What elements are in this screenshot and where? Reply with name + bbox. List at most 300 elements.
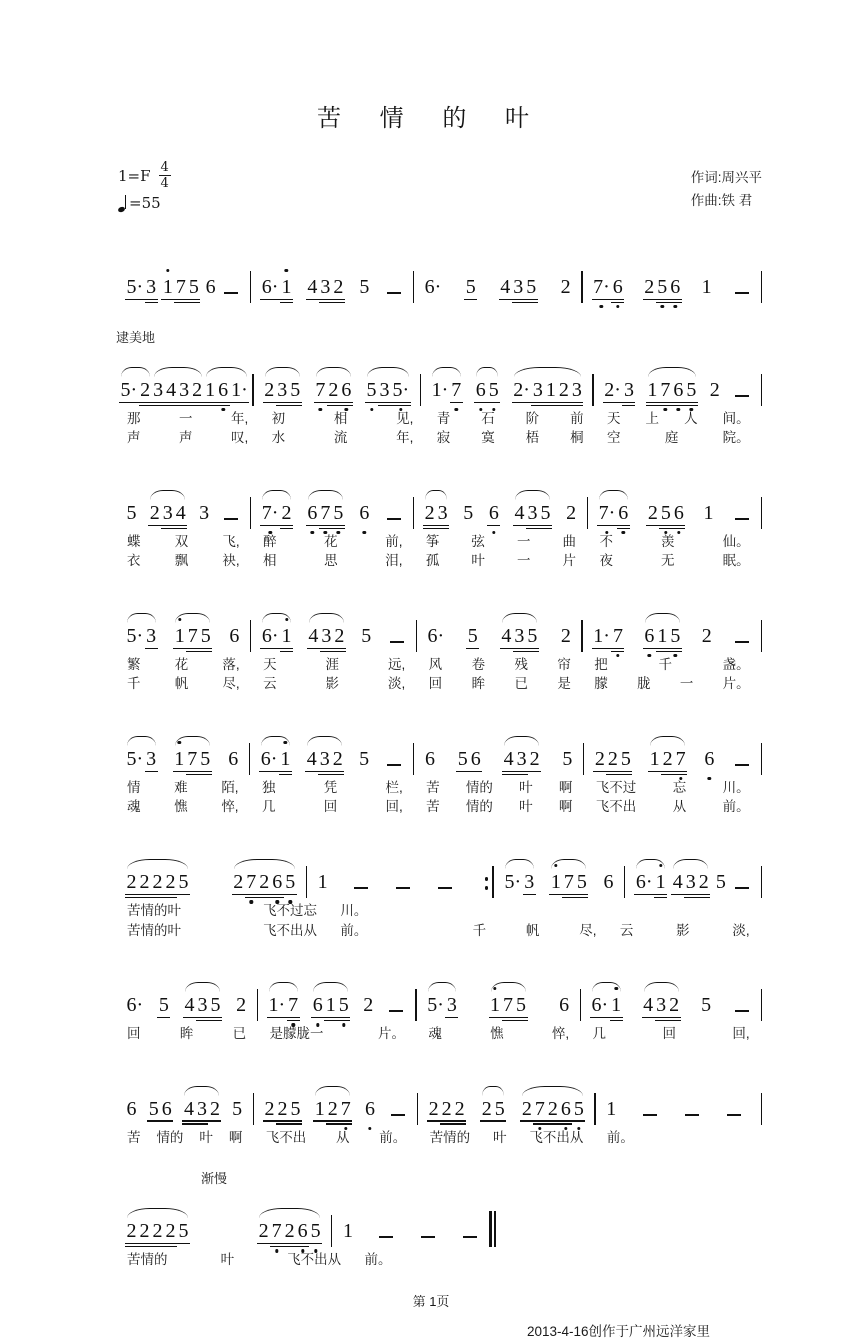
note — [570, 380, 583, 407]
note — [661, 749, 674, 776]
note-group — [643, 277, 682, 304]
note — [593, 749, 606, 776]
note-digit: 6 — [297, 1220, 308, 1243]
note — [332, 503, 345, 530]
note-group — [646, 503, 685, 530]
note-group — [462, 503, 475, 530]
note — [119, 380, 139, 407]
lyric-syllable: 飞不出 — [265, 1129, 307, 1145]
note-digit: 1 — [281, 275, 292, 298]
note-group — [732, 641, 752, 653]
note — [260, 503, 280, 530]
note — [196, 995, 209, 1022]
lyric-syllable: 陌, — [221, 779, 239, 795]
lyric-syllable: 把 — [594, 656, 608, 672]
note-digit: 5 — [366, 378, 377, 401]
note — [669, 277, 682, 304]
octave-dot-high — [178, 618, 181, 621]
measure — [258, 988, 415, 1022]
measure — [418, 1092, 594, 1126]
note — [526, 503, 539, 530]
note — [531, 380, 544, 407]
lyric-syllable: 叶 — [471, 553, 485, 569]
note — [426, 995, 446, 1022]
lyric-row — [116, 430, 762, 446]
lyric-syllable: 上 — [645, 410, 660, 426]
note-group — [732, 395, 752, 407]
lyric-syllable: 眸 — [471, 676, 486, 692]
lyric-row — [116, 1026, 762, 1042]
note-group — [643, 626, 682, 653]
octave-dot-high — [178, 741, 181, 744]
lyric-syllable: 是 — [557, 676, 571, 692]
note-group — [732, 518, 752, 530]
note-digit: 5 — [701, 994, 712, 1017]
note-digit: 5 — [516, 994, 526, 1017]
note — [378, 380, 391, 407]
note-digit: 2 — [481, 1097, 492, 1120]
note-group — [386, 1010, 406, 1022]
measure — [116, 496, 250, 530]
note — [602, 872, 615, 899]
note-digit: 5 — [232, 1097, 243, 1120]
note-digit: 3 — [532, 378, 543, 401]
note — [502, 749, 515, 776]
key-signature — [118, 161, 171, 190]
lyric-syllable: 苦情的 — [127, 1252, 168, 1268]
note-digit: 7 — [451, 378, 462, 401]
note-digit: 5· — [126, 275, 144, 298]
note-group — [125, 749, 158, 776]
note-group — [634, 872, 667, 899]
lyric-syllable: 回, — [732, 1026, 750, 1042]
note-digit: 3 — [197, 994, 208, 1017]
lyric-syllable: 叹, — [230, 430, 249, 446]
note-digit: 2 — [192, 378, 203, 401]
note-digit: 5 — [338, 994, 349, 1017]
note-digit: 4 — [643, 994, 654, 1017]
note — [500, 626, 513, 653]
note-group — [221, 292, 241, 304]
note-digit: 2 — [259, 871, 270, 893]
measure — [250, 742, 413, 776]
lyric-syllable: 眠。 — [722, 553, 750, 569]
note — [204, 380, 217, 407]
note — [365, 380, 378, 407]
note-group — [466, 626, 479, 653]
note — [513, 626, 526, 653]
note-digit: 2 — [594, 747, 605, 770]
note-group — [423, 503, 449, 530]
note-digit: 1 — [649, 747, 660, 770]
note — [151, 872, 164, 899]
note — [259, 749, 279, 776]
lyric-row — [116, 1130, 762, 1146]
lyric-syllable: 孤 — [425, 553, 440, 569]
lyric-syllable: 苦 — [426, 779, 440, 795]
lyric-syllable: 前。 — [722, 799, 750, 815]
note-group — [487, 503, 500, 530]
note-digit: 6 — [475, 378, 486, 401]
note — [289, 380, 302, 407]
note-group — [125, 995, 145, 1022]
note-digit: 2 — [607, 747, 618, 770]
note — [436, 503, 449, 530]
lyric-measure — [116, 903, 328, 919]
note-group — [221, 518, 241, 530]
note-digit: 1 — [703, 501, 714, 524]
note — [445, 995, 458, 1022]
note-digit: 6 — [603, 871, 614, 893]
lyric-syllable: 寞 — [481, 430, 495, 446]
note — [456, 749, 469, 776]
note-digit: 1· — [231, 378, 248, 401]
lyric-syllable: 前。 — [364, 1252, 392, 1268]
lyric-syllable: 叶 — [493, 1129, 507, 1145]
lyric-measure — [596, 411, 761, 427]
lyric-syllable: 回, — [385, 799, 403, 815]
lyric-spacer — [761, 1026, 762, 1042]
note-digit: 2 — [165, 1220, 176, 1243]
note-digit: 2 — [334, 624, 345, 647]
lyric-syllable: 落, — [222, 656, 240, 672]
note — [592, 626, 612, 653]
dash-note — [387, 292, 401, 294]
lyric-syllable: 胧 — [637, 676, 651, 692]
barline — [761, 271, 762, 303]
lyric-syllable: 情的 — [156, 1129, 184, 1145]
dash-note — [735, 641, 749, 643]
lyric-syllable: 魂 — [127, 799, 141, 815]
lyric-syllable: 淡, — [732, 922, 750, 938]
measure — [625, 865, 760, 899]
lyric-measure — [415, 799, 583, 815]
note-digit: 7· — [261, 501, 279, 524]
note-digit: 4 — [183, 1097, 194, 1120]
note — [549, 872, 562, 899]
note-group — [703, 749, 716, 776]
dash-note — [735, 887, 749, 889]
note — [320, 626, 333, 653]
lyric-syllable: 年, — [396, 430, 414, 446]
note — [685, 380, 698, 407]
note-group — [235, 995, 248, 1022]
note — [684, 872, 697, 899]
note — [125, 1099, 138, 1126]
lyric-syllable: 苦情的 — [429, 1129, 471, 1145]
note-digit: 5 — [359, 747, 370, 770]
note-digit: 7 — [187, 624, 198, 647]
note — [177, 872, 190, 899]
note-group — [427, 1099, 466, 1126]
note — [539, 503, 552, 530]
lyric-syllable: 朦 — [594, 676, 608, 692]
lyric-syllable: 前。 — [379, 1129, 407, 1145]
lyric-measure — [426, 430, 595, 446]
music-system — [116, 838, 762, 938]
note — [619, 749, 632, 776]
note-group — [384, 764, 404, 776]
note — [173, 626, 186, 653]
lyric-measure — [252, 676, 416, 692]
lyric-syllable: 眸 — [179, 1026, 194, 1042]
lyric-syllable: 一 — [516, 533, 531, 549]
lyric-measure — [329, 903, 417, 919]
lyric-syllable: 回 — [323, 799, 338, 815]
note — [502, 995, 515, 1022]
lyric-measure — [261, 430, 425, 446]
note-digit: 1 — [162, 275, 173, 298]
note-group — [592, 626, 625, 653]
note-digit: 6 — [341, 378, 352, 401]
measure — [116, 988, 257, 1022]
note — [642, 995, 655, 1022]
note — [341, 1221, 354, 1248]
note — [339, 1099, 352, 1126]
lyric-measure — [354, 1252, 450, 1268]
lyric-syllable: 千 — [472, 922, 487, 938]
note-digit: 4 — [184, 994, 195, 1017]
note-digit: 5 — [562, 747, 573, 770]
note-digit: 2 — [647, 501, 658, 524]
lyric-syllable: 声 — [127, 430, 141, 446]
lyric-spacer — [761, 1130, 762, 1146]
measure — [251, 270, 412, 304]
meter-denominator: 4 — [160, 176, 169, 191]
note — [195, 1099, 208, 1126]
note — [611, 626, 624, 653]
lyric-measure — [585, 799, 761, 815]
note-digit: 5 — [290, 378, 301, 401]
lyric-measure — [116, 799, 250, 815]
lyric-syllable: 庭 — [664, 430, 679, 446]
note-digit: 5 — [361, 624, 372, 647]
lyric-syllable: 初 — [271, 410, 286, 426]
quarter-note-icon — [118, 195, 127, 212]
measure — [494, 865, 624, 899]
note-group — [732, 764, 752, 776]
measure — [254, 373, 420, 407]
note-digit: 5· — [504, 871, 522, 893]
note-group — [204, 380, 250, 407]
note-digit: 5 — [527, 624, 538, 647]
note — [469, 749, 482, 776]
lyric-syllable: 空 — [607, 430, 621, 446]
note-digit: 6 — [673, 501, 684, 524]
notes-row — [116, 1065, 762, 1126]
lyric-syllable: 叶 — [199, 1129, 213, 1145]
score — [116, 243, 762, 1268]
note-group — [314, 380, 353, 407]
note — [174, 277, 187, 304]
note — [209, 995, 222, 1022]
note-group — [503, 872, 536, 899]
note-group — [605, 1099, 618, 1126]
note — [125, 1221, 138, 1248]
note — [164, 872, 177, 899]
note-digit: 3 — [153, 378, 164, 401]
note-digit: 6· — [126, 994, 144, 1017]
lyric-spacer — [761, 553, 762, 569]
note — [523, 872, 536, 899]
measure — [414, 742, 582, 776]
lyric-syllable: 筝 — [425, 533, 440, 549]
note-group — [362, 995, 375, 1022]
lyric-measure — [116, 676, 251, 692]
note-group — [700, 277, 713, 304]
lyric-syllable: 梧 — [525, 430, 540, 446]
note-digit: 2 — [669, 994, 680, 1017]
barline — [761, 1093, 762, 1125]
lyric-row — [116, 780, 762, 796]
note-group — [351, 887, 371, 899]
note-group — [561, 749, 574, 776]
measure — [496, 1214, 762, 1248]
note — [165, 380, 178, 407]
lyric-syllable: 桐 — [570, 430, 584, 446]
note-digit: 6 — [228, 747, 239, 770]
note — [513, 503, 526, 530]
note — [327, 380, 340, 407]
note-digit: 2 — [709, 378, 720, 401]
note-digit: 2 — [139, 1220, 150, 1243]
note-digit: 6 — [359, 501, 370, 524]
barline — [761, 374, 762, 406]
note-digit: 1 — [205, 378, 216, 401]
lyric-syllable: 回 — [127, 1026, 141, 1042]
lyric-syllable: 悴, — [221, 799, 239, 815]
note-digit: 2 — [236, 994, 247, 1017]
note-group — [513, 503, 552, 530]
lyric-syllable: 片 — [562, 553, 577, 569]
note — [306, 503, 319, 530]
tempo-marking — [118, 194, 171, 212]
lyric-syllable: 间。 — [722, 410, 750, 426]
lyric-measure — [116, 411, 259, 427]
dash-note — [391, 1114, 405, 1116]
lyric-syllable: 流 — [333, 430, 348, 446]
note-digit: 6· — [635, 871, 653, 893]
note — [257, 1221, 270, 1248]
lyric-syllable: 苦情的叶 — [127, 922, 181, 938]
note-group — [125, 1221, 190, 1248]
lyric-syllable: 叶 — [519, 779, 533, 795]
note — [173, 749, 186, 776]
note-group — [549, 872, 588, 899]
note-group — [267, 995, 300, 1022]
note — [160, 1099, 173, 1126]
lyric-syllable: 叶 — [220, 1252, 235, 1268]
lyric-syllable: 风 — [428, 656, 443, 672]
note — [450, 380, 463, 407]
note — [672, 503, 685, 530]
note-digit: 5· — [126, 624, 144, 647]
note-digit: 4 — [308, 624, 319, 647]
measure — [583, 619, 761, 653]
note-digit: 5 — [457, 747, 468, 770]
note-group — [426, 995, 459, 1022]
lyric-syllable: 那 — [127, 410, 141, 426]
note — [174, 503, 187, 530]
dash-note — [735, 292, 749, 294]
octave-dot-high — [284, 741, 287, 744]
note-group — [648, 749, 687, 776]
lyric-syllable: 前, — [385, 533, 403, 549]
measure — [332, 1214, 489, 1248]
octave-dot-low — [600, 305, 603, 308]
note-group — [307, 626, 346, 653]
note-digit: 7 — [563, 871, 574, 893]
notes-row — [116, 592, 762, 653]
lyric-syllable: 已 — [232, 1026, 247, 1042]
note — [559, 277, 572, 304]
octave-dot-low — [616, 305, 619, 308]
note-digit: 3 — [320, 275, 331, 298]
note — [260, 277, 280, 304]
lyric-syllable: 双 — [174, 533, 189, 549]
note — [512, 277, 525, 304]
note — [263, 380, 276, 407]
lyric-syllable: 从 — [335, 1129, 350, 1145]
note-digit: 3 — [437, 501, 448, 524]
measure — [251, 496, 412, 530]
creation-credit: 2013-4-16创作于广州远洋家里 — [527, 1323, 711, 1339]
lyric-spacer — [761, 411, 762, 427]
lyric-syllable: 叶 — [519, 799, 533, 815]
note-group — [161, 277, 200, 304]
lyric-measure — [252, 534, 413, 550]
note — [611, 277, 624, 304]
note — [145, 626, 158, 653]
note-digit: 5 — [359, 275, 370, 298]
note — [178, 380, 191, 407]
final-barline — [489, 1211, 496, 1247]
note — [603, 380, 623, 407]
note-digit: 3 — [379, 378, 390, 401]
lyric-syllable: 人 — [684, 410, 698, 426]
lyric-syllable: 苦 — [127, 1129, 141, 1145]
lyric-syllable: 醉 — [263, 533, 277, 549]
lyric-row — [116, 411, 762, 427]
credits — [691, 167, 762, 213]
note — [606, 749, 619, 776]
note-group — [358, 749, 371, 776]
notes-row — [116, 838, 762, 899]
note — [464, 277, 477, 304]
lyric-spacer — [761, 780, 762, 796]
lyric-measure — [419, 1130, 595, 1146]
note-digit: 3 — [516, 747, 527, 770]
lyric-syllable: 影 — [325, 676, 340, 692]
note — [708, 380, 721, 407]
page-number: 第 1页 — [412, 1293, 450, 1309]
lyric-syllable: 已 — [514, 676, 528, 692]
note-digit: 2 — [165, 871, 176, 893]
dash-note — [735, 395, 749, 397]
measure — [464, 865, 483, 899]
lyric-measure — [462, 903, 608, 919]
note-group — [602, 872, 615, 899]
note-digit: 6 — [161, 1097, 172, 1120]
note-digit: 6 — [559, 994, 570, 1017]
note — [164, 1221, 177, 1248]
note-digit: 6 — [126, 1097, 137, 1120]
note — [183, 995, 196, 1022]
note — [669, 626, 682, 653]
note-digit: 6· — [261, 624, 279, 647]
barline — [761, 743, 762, 775]
note-group — [597, 503, 630, 530]
